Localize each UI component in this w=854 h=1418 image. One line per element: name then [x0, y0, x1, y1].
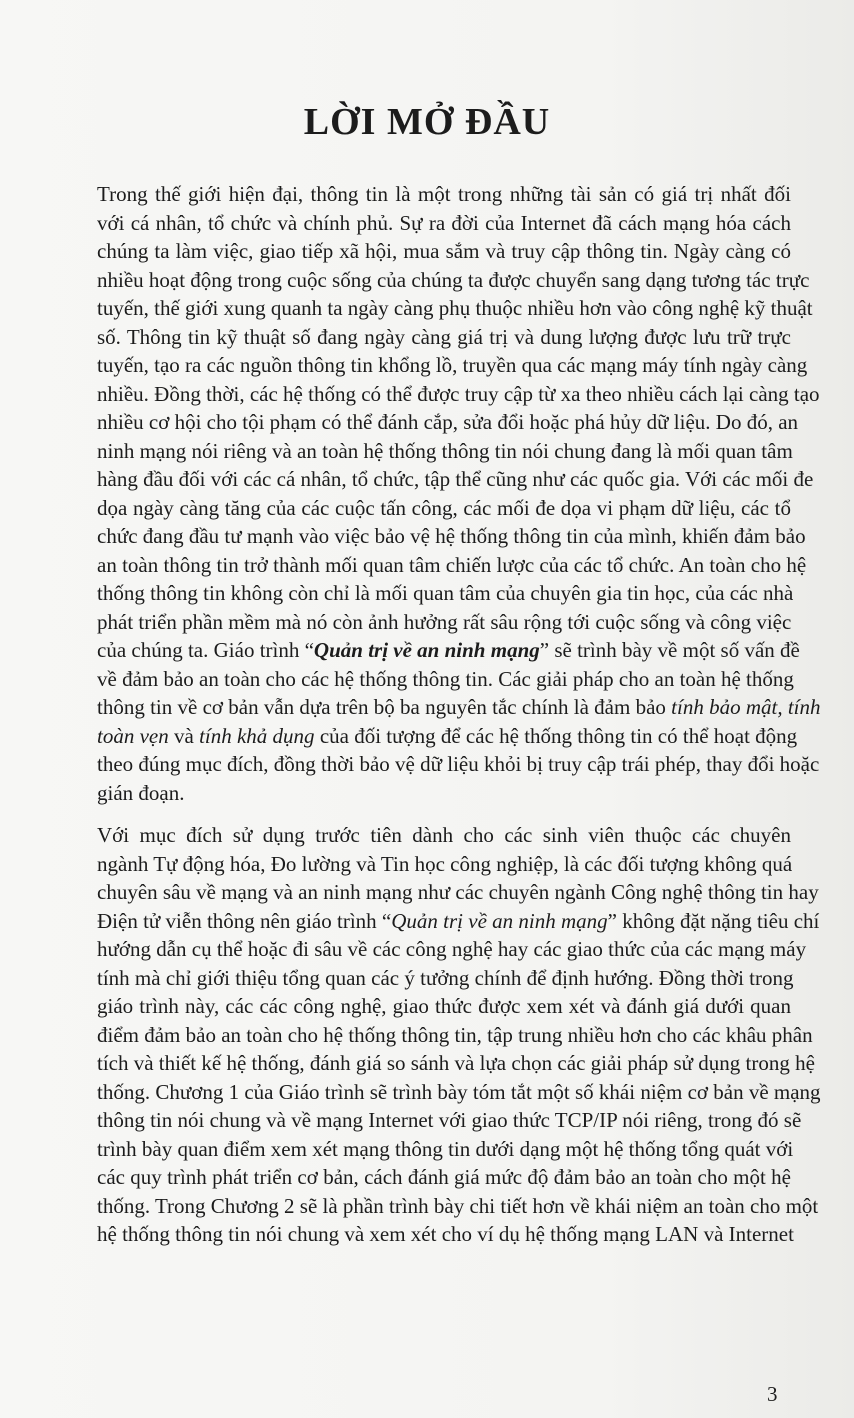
text-line — [97, 878, 819, 907]
text-line — [97, 465, 814, 494]
text-run: theo đúng mục đích, đồng thời bảo vệ dữ liệu khỏi bị truy cập trái phép, thay đổi hoặc — [97, 752, 820, 776]
text-run: toàn vẹn — [97, 723, 169, 748]
text-run: thông tin về cơ bản vẫn dựa trên bộ ba nguyên tắc chính là đảm bảo — [97, 695, 672, 719]
text-run: Điện tử viễn thông nên giáo trình “ — [97, 908, 392, 933]
text-run: nhiều. Đồng thời, các hệ thống có thể được truy cập từ xa theo nhiều cách lại càng tạo — [97, 381, 820, 406]
text-run: điểm đảm bảo an toàn cho hệ thống thông tin, tập trung nhiều hơn cho các khâu phân — [97, 1022, 813, 1047]
text-line — [97, 437, 791, 466]
text-line — [97, 935, 807, 964]
text-run: ” sẽ trình bày về một số vấn đề — [539, 638, 800, 662]
text-line — [97, 992, 791, 1021]
text-line — [97, 964, 794, 993]
text-line — [97, 237, 791, 266]
text-run: nhiều hoạt động trong cuộc sống của chúng ta được chuyển sang dạng tương tác trực — [97, 267, 810, 292]
text-line — [97, 380, 820, 409]
text-run: tính bảo mật, tính — [671, 695, 821, 719]
page-title: LỜI MỞ ĐẦU — [303, 101, 551, 143]
text-line — [97, 1220, 794, 1249]
text-run: các quy trình phát triển cơ bản, cách đánh giá mức độ đảm bảo an toàn cho một hệ — [97, 1165, 791, 1189]
text-run: ninh mạng nói riêng và an toàn hệ thống thông tin nói chung đang là mối quan tâm — [97, 438, 793, 463]
text-run: chuyên sâu về mạng và an ninh mạng như các chuyên ngành Công nghệ thông tin hay — [97, 880, 819, 904]
text-line — [97, 665, 794, 694]
text-run: Quản trị về an ninh mạng — [313, 638, 540, 662]
text-line — [97, 551, 807, 580]
text-line — [97, 1135, 794, 1164]
text-run: của chúng ta. Giáo trình “ — [97, 638, 314, 662]
text-line — [97, 522, 806, 551]
text-line — [97, 351, 808, 380]
text-run: giáo trình này, các các công nghệ, giao thức được xem xét và đánh giá dưới quan — [97, 994, 791, 1018]
text-run: số. Thông tin kỹ thuật số đang ngày càng giá trị và dung lượng được lưu trữ trực — [97, 324, 791, 349]
text-run: về đảm bảo an toàn cho các hệ thống thông tin. Các giải pháp cho an toàn hệ thống — [97, 666, 794, 691]
text-run: tính khả dụng — [199, 723, 315, 748]
text-line — [97, 294, 813, 323]
text-run: hướng dẫn cụ thể hoặc đi sâu về các công nghệ hay các giao thức của các mạng máy — [97, 937, 807, 961]
text-run: của đối tượng để các hệ thống thông tin có thể hoạt động — [314, 723, 798, 748]
text-run: nhiều cơ hội cho tội phạm có thể đánh cắp, sửa đổi hoặc phá hủy dữ liệu. Do đó, an — [97, 410, 799, 434]
text-run: và — [168, 723, 200, 748]
text-line — [97, 693, 821, 722]
text-run: thống. Chương 1 của Giáo trình sẽ trình bày tóm tắt một số khái niệm cơ bản về mạng — [97, 1079, 821, 1104]
text-run: thông tin nói chung và về mạng Internet với giao thức TCP/IP nói riêng, trong đó sẽ — [97, 1108, 802, 1132]
text-run: an toàn thông tin trở thành mối quan tâm chiến lược của các tổ chức. An toàn cho hệ — [97, 552, 807, 577]
paragraph-gap — [97, 807, 791, 821]
text-run: tuyến, thế giới xung quanh ta ngày càng phụ thuộc nhiều hơn vào công nghệ kỹ thuật — [97, 296, 813, 320]
text-run: Quản trị về an ninh mạng — [391, 908, 608, 933]
text-line — [97, 608, 791, 637]
text-line — [97, 850, 791, 879]
text-run: chức đang đầu tư mạnh vào việc bảo vệ hệ thống thông tin của mình, khiến đảm bảo — [97, 524, 806, 548]
text-line — [97, 1021, 813, 1050]
text-line — [97, 1163, 791, 1192]
text-run: với cá nhân, tổ chức và chính phủ. Sự ra đời của Internet đã cách mạng hóa cách — [97, 210, 791, 235]
text-run: Trong thế giới hiện đại, thông tin là một trong những tài sản có giá trị nhất đối — [97, 182, 791, 206]
text-line — [97, 821, 791, 850]
text-line — [97, 266, 810, 295]
page-number: 3 — [767, 1382, 778, 1406]
text-line — [97, 180, 791, 209]
text-line — [97, 408, 799, 437]
text-run: Với mục đích sử dụng trước tiên dành cho các sinh viên thuộc các chuyên — [97, 823, 791, 847]
text-run: hệ thống thông tin nói chung và xem xét cho ví dụ hệ thống mạng LAN và Internet — [97, 1222, 794, 1246]
text-run: chúng ta làm việc, giao tiếp xã hội, mua sắm và truy cập thông tin. Ngày càng có — [97, 239, 791, 263]
text-run: tính mà chỉ giới thiệu tổng quan các ý tưởng chính để định hướng. Đồng thời trong — [97, 965, 794, 990]
text-line — [97, 1106, 802, 1135]
text-line — [97, 323, 791, 352]
preface-body — [97, 180, 821, 1249]
text-run: trình bày quan điểm xem xét mạng thông tin dưới dạng một hệ thống tổng quát với — [97, 1136, 794, 1161]
text-run: thống thông tin không còn chỉ là mối quan tâm của chuyên gia tin học, của các nhà — [97, 581, 794, 605]
text-run: ngành Tự động hóa, Đo lường và Tin học công nghiệp, là các đối tượng không quá — [97, 851, 793, 876]
text-line — [97, 494, 791, 523]
text-line — [97, 579, 794, 608]
text-run: tích và thiết kế hệ thống, đánh giá so sánh và lựa chọn các giải pháp sử dụng trong hệ — [97, 1051, 815, 1075]
text-run: phát triển phần mềm mà nó còn ảnh hưởng rất sâu rộng tới cuộc sống và công việc — [97, 609, 792, 634]
paragraph-2 — [97, 821, 821, 1249]
text-line — [97, 1192, 819, 1221]
text-line — [97, 1049, 815, 1078]
text-line — [97, 750, 820, 779]
text-line — [97, 636, 800, 665]
text-line — [97, 907, 820, 936]
text-run: thống. Trong Chương 2 sẽ là phần trình bày chi tiết hơn về khái niệm an toàn cho một — [97, 1193, 819, 1218]
text-line — [97, 779, 791, 808]
text-line — [97, 1078, 821, 1107]
text-line — [97, 209, 791, 238]
text-run: dọa ngày càng tăng của các cuộc tấn công, các mối đe dọa vi phạm dữ liệu, các tổ — [97, 495, 791, 520]
text-run: hàng đầu đối với các cá nhân, tổ chức, tập thể cũng như các quốc gia. Với các mối đe — [97, 467, 814, 491]
paragraph-1 — [97, 180, 821, 807]
text-run: gián đoạn. — [97, 780, 185, 805]
text-run: ” không đặt nặng tiêu chí — [607, 908, 820, 933]
text-line — [97, 722, 798, 751]
text-run: tuyến, tạo ra các nguồn thông tin khổng lồ, truyền qua các mạng máy tính ngày càng — [97, 353, 808, 377]
